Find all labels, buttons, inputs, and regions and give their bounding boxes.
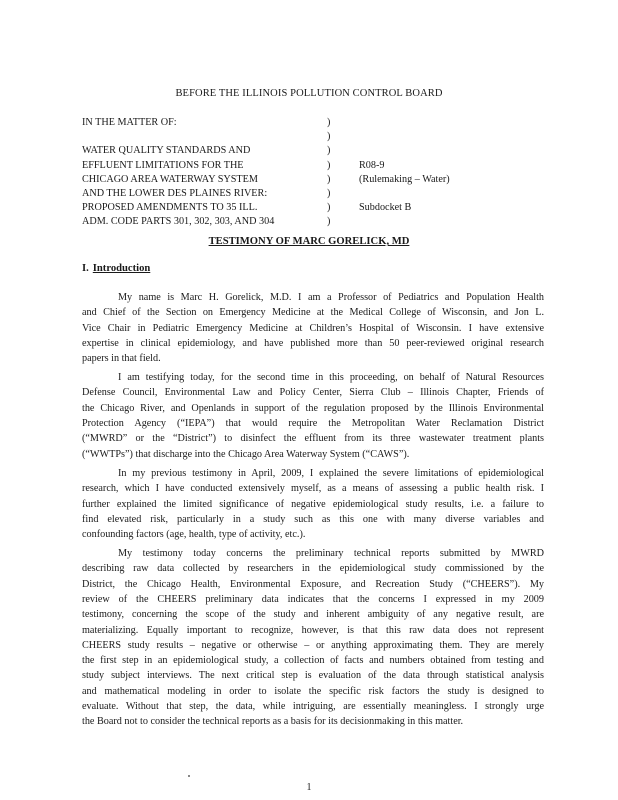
paragraph-line: the first step in an epidemiological study, a collection of facts and numbers obtained from testing and — [82, 655, 544, 667]
caption-left-text: WATER QUALITY STANDARDS AND — [82, 145, 251, 157]
paragraph-line: CHEERS study results – negative or otherwise – or anything approximating them. They are merely — [82, 639, 544, 651]
paragraph-line: find elevated risk, particularly in a study such as this one with many diverse variables and — [82, 513, 544, 525]
paragraph-line: evaluate. Without that step, the data, while intriguing, are essentially meaningless. I strongly urge — [82, 701, 544, 712]
section-number: I. — [82, 263, 89, 274]
paragraph-line: testimony, concerning the scope of the study and inherent ambiguity of any negative result, are — [82, 609, 544, 621]
caption-paren: ) — [327, 202, 331, 214]
paragraph-line: materializing. Equally important to recognize, however, is that this raw data does not represent — [82, 624, 544, 636]
paragraph-line: review of the CHEERS preliminary data indicates that the concerns I expressed in my 2009 — [82, 593, 544, 605]
caption-paren: ) — [327, 131, 331, 143]
caption-paren: ) — [327, 117, 331, 128]
paragraph-line: Protection Agency (“IEPA”) that would require the Metropolitan Water Reclamation District — [82, 417, 544, 429]
paragraph-line: and mathematical modeling in order to isolate the specific risk factors the study is designed to — [82, 685, 544, 697]
caption-right-text: (Rulemaking – Water) — [359, 173, 450, 185]
testimony-title: TESTIMONY OF MARC GORELICK, MD — [208, 236, 410, 247]
caption-right-text: Subdocket B — [359, 202, 412, 214]
caption-left-text: AND THE LOWER DES PLAINES RIVER: — [82, 188, 268, 199]
paragraph-line: describing raw data collected by researchers in the epidemiological study commissioned by the — [82, 563, 544, 575]
caption-paren: ) — [327, 173, 331, 185]
paragraph-line: District, the Chicago Health, Environmental Exposure, and Recreation Study (“CHEERS”). My — [82, 578, 544, 590]
paragraph-line: expertise in clinical epidemiology, and have published more than 50 peer-reviewed original research — [82, 337, 544, 349]
caption-left-text: CHICAGO AREA WATERWAY SYSTEM — [82, 173, 258, 185]
page-number: 1 — [306, 782, 312, 793]
caption-paren: ) — [327, 145, 331, 157]
paragraph-line: further explained the limited significance of negative epidemiological study results, i.e. a failure to — [82, 498, 544, 510]
paragraph-line: My testimony today concerns the preliminary technical reports submitted by MWRD — [118, 548, 544, 559]
paragraph-line: papers in that field. — [82, 353, 161, 365]
section-heading — [82, 263, 150, 274]
paragraph-line: research, which I have conducted extensively myself, as a means of assessing a public health risk. I — [82, 483, 544, 495]
paragraph-line: Defense Council, Environmental Law and Policy Center, Sierra Club – Illinois Chapter, Friends of — [82, 387, 544, 399]
caption-left-text: EFFLUENT LIMITATIONS FOR THE — [82, 159, 244, 171]
paragraph-line: I am testifying today, for the second time in this proceeding, on behalf of Natural Resources — [118, 372, 544, 383]
caption-left-text: IN THE MATTER OF: — [82, 117, 177, 128]
paragraph-line: confounding factors (age, health, type of activity, etc.). — [82, 529, 306, 541]
paragraph-line: My name is Marc H. Gorelick, M.D. I am a Professor of Pediatrics and Population Health — [118, 292, 544, 303]
paragraph-line: (“MWRD” or the “District”) to disinfect the effluent from its three wastewater treatment plants — [82, 433, 544, 445]
caption-paren: ) — [327, 216, 331, 228]
caption-right-text: R08-9 — [359, 159, 385, 171]
caption-left-text: ADM. CODE PARTS 301, 302, 303, AND 304 — [82, 216, 275, 228]
paragraph-line: and Chief of the Section on Emergency Medicine at the Medical College of Wisconsin, and Jon L. — [82, 307, 544, 319]
board-heading: BEFORE THE ILLINOIS POLLUTION CONTROL BOARD — [175, 88, 443, 99]
paragraph-line: In my previous testimony in April, 2009, I explained the severe limitations of epidemiological — [118, 468, 544, 479]
caption-paren: ) — [327, 159, 331, 171]
caption-left-text: PROPOSED AMENDMENTS TO 35 ILL. — [82, 202, 258, 214]
paragraph-line: the Board not to consider the technical reports as a basis for its decisionmaking in this matter. — [82, 716, 464, 728]
scan-speck — [188, 775, 190, 777]
section-label: Introduction — [92, 263, 151, 274]
paragraph-line: study subject interviews. The next critical step is evaluation of the data through statistical analysis — [82, 670, 544, 682]
caption-paren: ) — [327, 188, 331, 199]
paragraph-line: Vice Chair in Pediatric Emergency Medicine at Children’s Hospital of Wisconsin. I have extensive — [82, 322, 544, 334]
paragraph-line: the Chicago River, and Openlands in support of the regulation proposed by the Illinois Environmental — [82, 402, 544, 414]
paragraph-line: (“WWTPs”) that discharge into the Chicago Area Waterway System (“CAWS”). — [82, 448, 410, 460]
